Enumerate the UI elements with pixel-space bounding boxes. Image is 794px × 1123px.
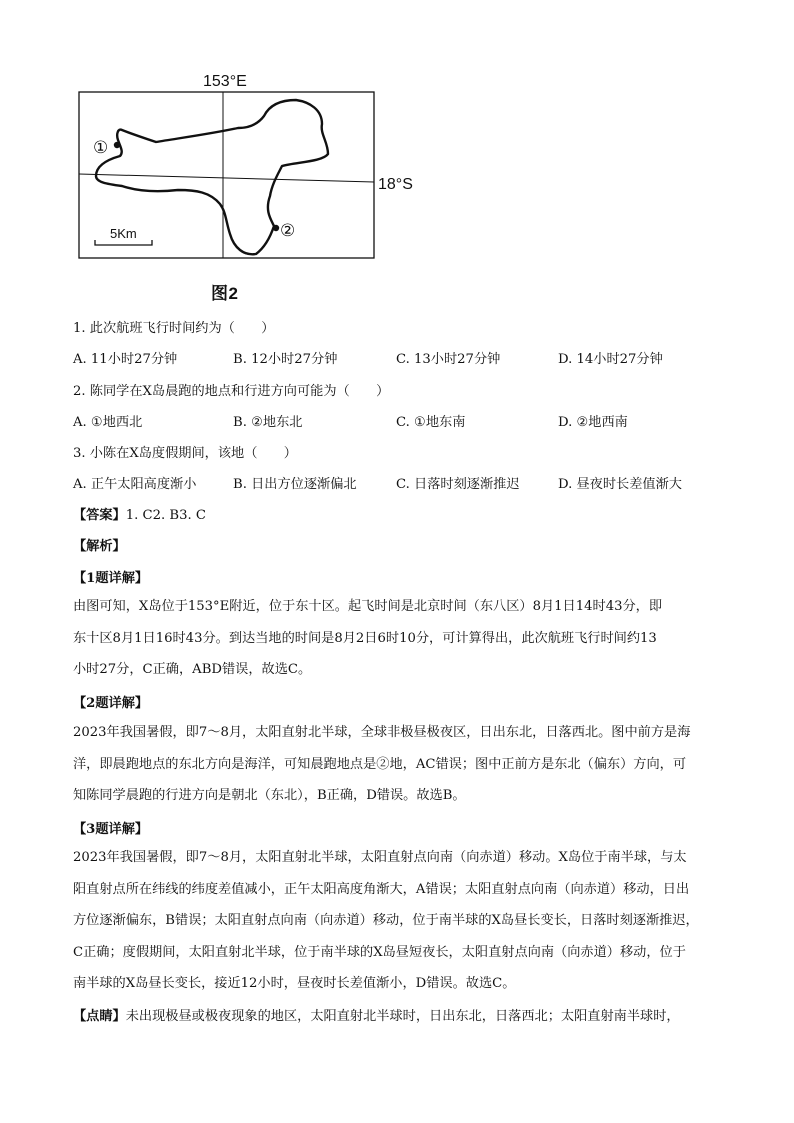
q1-option-d: D. 14小时27分钟 bbox=[558, 352, 663, 367]
question-2-stem: 2. 陈同学在X岛晨跑的地点和行进方向可能为（ ） bbox=[73, 384, 390, 399]
figure-caption: 图2 bbox=[211, 284, 239, 303]
latitude-line bbox=[79, 174, 374, 182]
answer-label: 【答案】 bbox=[73, 508, 126, 523]
q1-option-a: A. 11小时27分钟 bbox=[73, 352, 178, 367]
q3-option-c: C. 日落时刻逐渐推迟 bbox=[396, 477, 520, 492]
tip-text: 未出现极昼或极夜现象的地区，太阳直射北半球时，日出东北，日落西北；太阳直射南半球时， bbox=[125, 1009, 680, 1024]
point-2-label: ② bbox=[280, 221, 296, 240]
point-2-marker bbox=[273, 225, 279, 231]
detail-1-line: 由图可知，X岛位于153°E附近，位于东十区。起飞时间是北京时间（东八区）8月1日14时43分，即 bbox=[73, 599, 663, 614]
detail-3-line: 阳直射点所在纬线的纬度差值减小，正午太阳高度角渐大，A错误；太阳直射点向南（向赤道）移动，日出 bbox=[73, 881, 690, 897]
detail-1-line: 东十区8月1日16时43分。到达当地的时间是8月2日6时10分，可计算得出，此次航班飞行时间约13 bbox=[73, 630, 657, 646]
detail-1-line: 小时27分，C正确，ABD错误，故选C。 bbox=[73, 662, 312, 677]
detail-3-line: C正确；度假期间，太阳直射北半球，位于南半球的X岛昼短夜长，太阳直射点向南（向赤道）移动，位于 bbox=[73, 944, 686, 960]
detail-3-heading: 【3题详解】 bbox=[73, 822, 149, 837]
detail-3-line: 方位逐渐偏东，B错误；太阳直射点向南（向赤道）移动，位于南半球的X岛昼长变长，日落时刻逐渐推迟， bbox=[73, 913, 699, 928]
detail-1-body bbox=[73, 591, 733, 686]
q2-option-c: C. ①地东南 bbox=[396, 415, 466, 430]
detail-3-line: 2023年我国暑假，即7～8月，太阳直射北半球，太阳直射点向南（向赤道）移动。X岛位于南半球，与太 bbox=[73, 850, 687, 865]
q3-option-a: A. 正午太阳高度渐小 bbox=[73, 477, 197, 492]
detail-2-line: 洋，即晨跑地点的东北方向是海洋，可知晨跑地点是②地，AC错误；图中正前方是东北（偏东）方向，可 bbox=[73, 756, 687, 772]
q2-option-d: D. ②地西南 bbox=[558, 415, 628, 430]
detail-2-heading: 【2题详解】 bbox=[73, 696, 149, 711]
detail-2-line: 2023年我国暑假，即7～8月，太阳直射北半球，全球非极昼极夜区，日出东北，日落西北。图中前方是海 bbox=[73, 725, 691, 740]
q3-option-b: B. 日出方位逐渐偏北 bbox=[233, 477, 357, 492]
q3-option-d: D. 昼夜时长差值渐大 bbox=[558, 477, 682, 492]
point-1-marker bbox=[114, 142, 120, 148]
detail-3-line: 南半球的X岛昼长变长，接近12小时，昼夜时长差值渐小，D错误。故选C。 bbox=[73, 976, 516, 991]
latitude-label: 18°S bbox=[378, 176, 413, 193]
detail-1-heading: 【1题详解】 bbox=[73, 571, 149, 586]
tip-label: 【点睛】 bbox=[73, 1009, 126, 1024]
q1-option-b: B. 12小时27分钟 bbox=[233, 352, 338, 367]
answer-line bbox=[73, 504, 206, 523]
detail-3-body bbox=[73, 842, 733, 1000]
longitude-label: 153°E bbox=[203, 73, 247, 90]
analysis-label: 【解析】 bbox=[73, 539, 126, 554]
q2-option-a: A. ①地西北 bbox=[73, 415, 143, 430]
answer-text: 1. C2. B3. C bbox=[125, 508, 206, 523]
detail-2-body bbox=[73, 717, 733, 812]
scale-label: 5Km bbox=[110, 226, 137, 241]
point-1-label: ① bbox=[93, 138, 109, 157]
detail-2-line: 知陈同学晨跑的行进方向是朝北（东北），B正确，D错误。故选B。 bbox=[73, 788, 466, 803]
q2-option-b: B. ②地东北 bbox=[233, 415, 303, 430]
question-1-stem: 1. 此次航班飞行时间约为（ ） bbox=[73, 321, 275, 336]
q1-option-c: C. 13小时27分钟 bbox=[396, 352, 501, 367]
tip-line bbox=[73, 1005, 680, 1024]
island-map bbox=[60, 62, 420, 312]
question-3-stem: 3. 小陈在X岛度假期间，该地（ ） bbox=[73, 446, 297, 461]
